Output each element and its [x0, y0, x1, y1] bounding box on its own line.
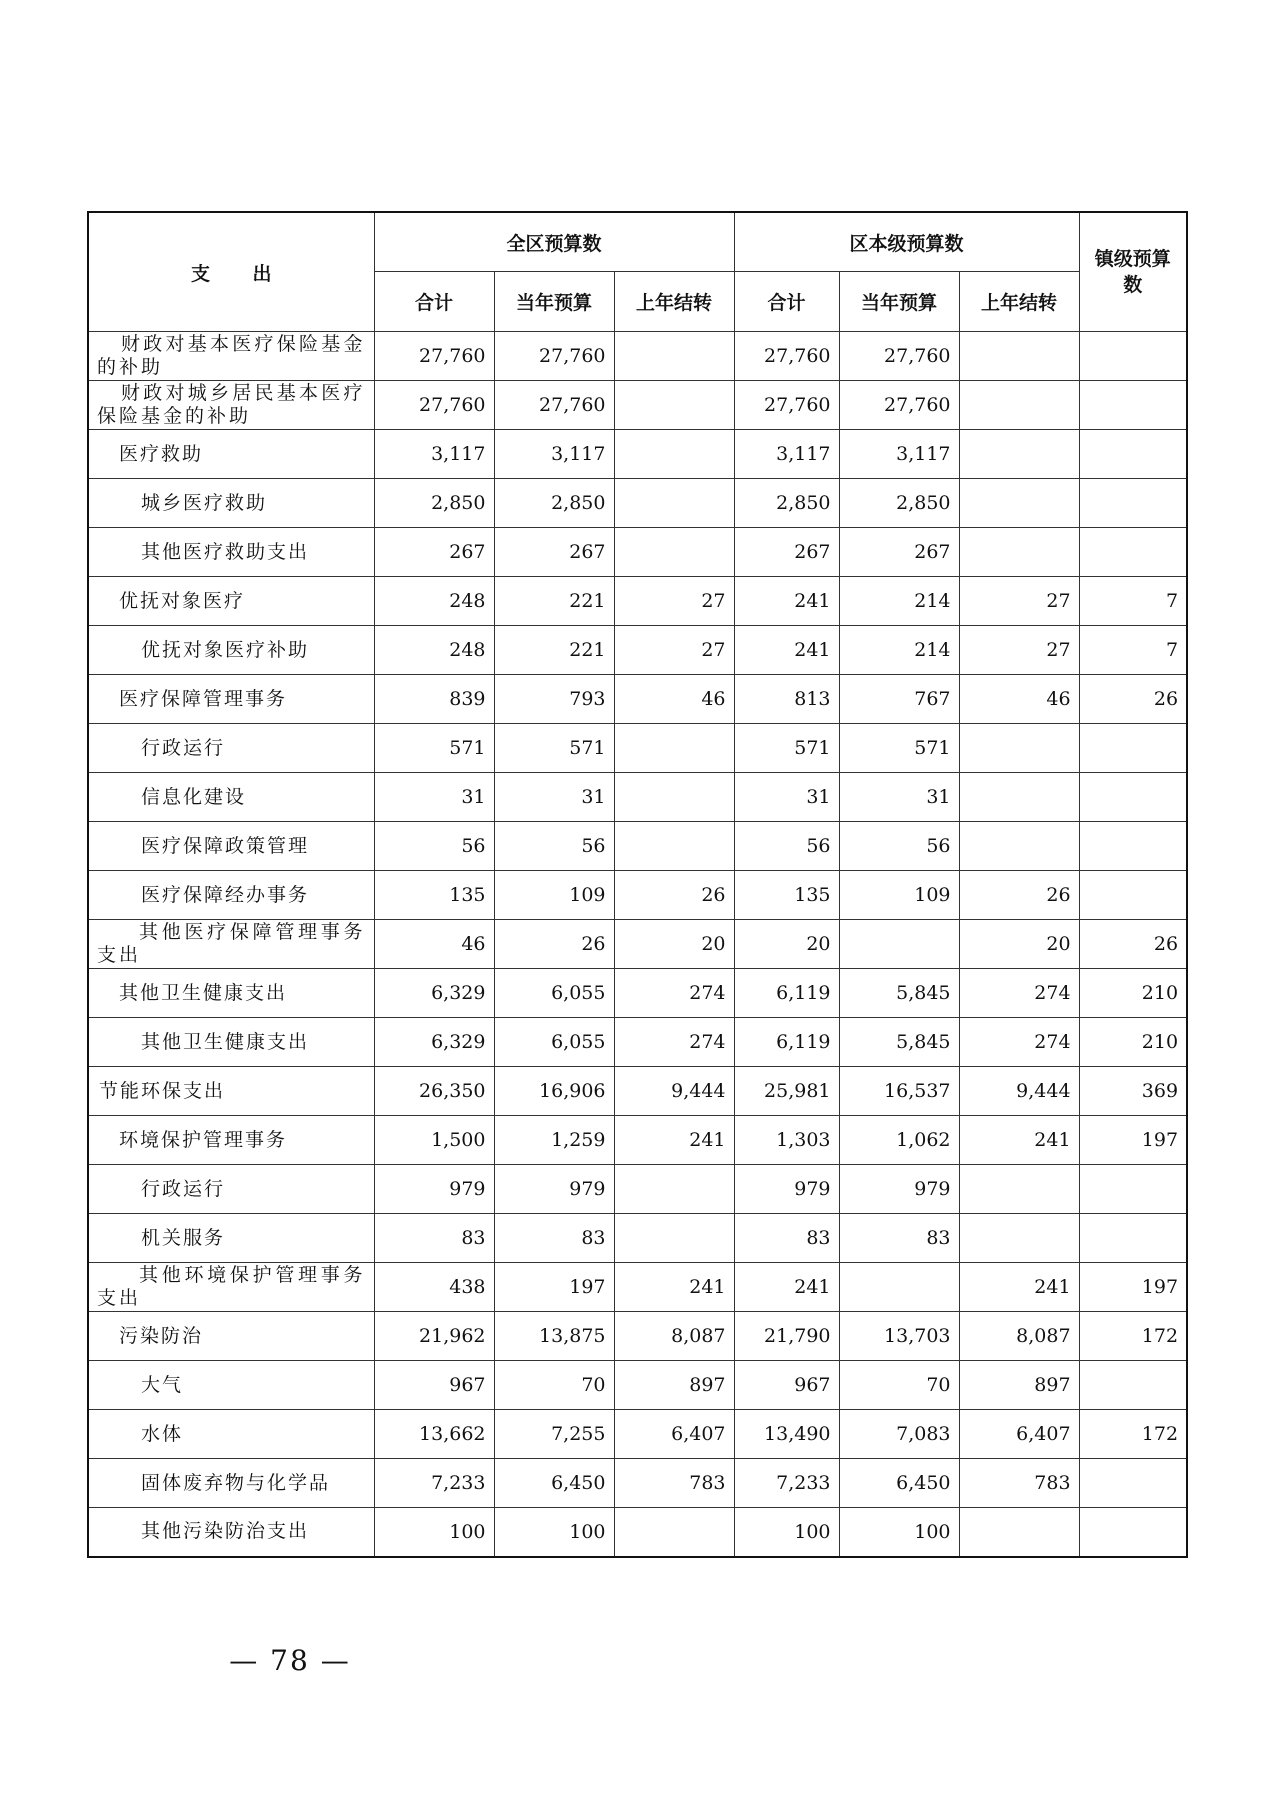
cell-district-current-year: 100 [494, 1508, 614, 1557]
cell-town-level: 26 [1079, 920, 1187, 969]
row-item-name [88, 430, 374, 479]
cell-district-level-total: 31 [734, 773, 839, 822]
cell-district-total: 438 [374, 1263, 494, 1312]
cell-district-level-carryover [959, 724, 1079, 773]
row-item-label: 医疗保障管理事务 [119, 687, 288, 710]
cell-district-level-current-year: 83 [839, 1214, 959, 1263]
cell-town-level [1079, 332, 1187, 381]
cell-district-carryover [614, 430, 734, 479]
cell-district-level-carryover: 26 [959, 871, 1079, 920]
cell-district-current-year: 109 [494, 871, 614, 920]
row-item-name [88, 1263, 374, 1312]
row-item-name [88, 479, 374, 528]
cell-district-level-carryover: 897 [959, 1361, 1079, 1410]
cell-town-level: 7 [1079, 626, 1187, 675]
row-item-label: 医疗救助 [119, 442, 204, 465]
page-number: — 78 — [229, 1644, 351, 1677]
row-item-label: 污染防治 [119, 1324, 204, 1347]
cell-district-level-total: 241 [734, 577, 839, 626]
cell-district-total: 13,662 [374, 1410, 494, 1459]
row-item-name [88, 969, 374, 1018]
cell-district-current-year: 27,760 [494, 381, 614, 430]
cell-district-carryover: 9,444 [614, 1067, 734, 1116]
cell-district-total: 2,850 [374, 479, 494, 528]
row-item-label: 大气 [141, 1373, 184, 1396]
cell-district-level-current-year: 5,845 [839, 1018, 959, 1067]
cell-district-level-current-year: 571 [839, 724, 959, 773]
cell-district-level-total: 56 [734, 822, 839, 871]
cell-district-carryover: 8,087 [614, 1312, 734, 1361]
cell-district-current-year: 6,055 [494, 969, 614, 1018]
cell-district-carryover [614, 528, 734, 577]
cell-district-current-year: 2,850 [494, 479, 614, 528]
cell-district-total: 839 [374, 675, 494, 724]
row-item-name [88, 528, 374, 577]
cell-town-level [1079, 1214, 1187, 1263]
table-row [88, 528, 1187, 577]
cell-district-carryover [614, 724, 734, 773]
cell-town-level [1079, 1165, 1187, 1214]
cell-district-carryover [614, 332, 734, 381]
cell-district-current-year: 267 [494, 528, 614, 577]
cell-district-level-carryover: 8,087 [959, 1312, 1079, 1361]
table-row [88, 675, 1187, 724]
row-item-label: 其他卫生健康支出 [141, 1030, 310, 1053]
row-item-label: 医疗保障经办事务 [141, 883, 310, 906]
cell-town-level [1079, 1508, 1187, 1557]
table-row [88, 1361, 1187, 1410]
cell-district-carryover [614, 1165, 734, 1214]
header-expenditure: 支 出 [88, 212, 374, 332]
cell-town-level [1079, 871, 1187, 920]
cell-district-level-total: 241 [734, 626, 839, 675]
cell-district-current-year: 979 [494, 1165, 614, 1214]
cell-district-current-year: 6,450 [494, 1459, 614, 1508]
cell-district-current-year: 16,906 [494, 1067, 614, 1116]
table-row [88, 1410, 1187, 1459]
row-item-label: 其他医疗救助支出 [141, 540, 310, 563]
cell-district-level-carryover [959, 479, 1079, 528]
cell-district-total: 26,350 [374, 1067, 494, 1116]
cell-district-level-current-year [839, 1263, 959, 1312]
cell-district-carryover: 46 [614, 675, 734, 724]
cell-district-level-carryover: 27 [959, 626, 1079, 675]
cell-district-current-year: 13,875 [494, 1312, 614, 1361]
cell-district-level-current-year: 27,760 [839, 332, 959, 381]
cell-district-total: 21,962 [374, 1312, 494, 1361]
row-item-name [88, 1116, 374, 1165]
cell-district-carryover: 241 [614, 1263, 734, 1312]
row-item-name [88, 381, 374, 430]
row-item-label: 优抚对象医疗 [119, 589, 246, 612]
cell-district-level-current-year: 1,062 [839, 1116, 959, 1165]
cell-district-total: 7,233 [374, 1459, 494, 1508]
row-item-label: 优抚对象医疗补助 [141, 638, 310, 661]
cell-district-carryover: 20 [614, 920, 734, 969]
cell-district-current-year: 27,760 [494, 332, 614, 381]
cell-district-level-total: 571 [734, 724, 839, 773]
header-district-level-budget: 区本级预算数 [734, 212, 1079, 272]
cell-district-total: 6,329 [374, 969, 494, 1018]
header-current-year: 当年预算 [494, 272, 614, 332]
cell-district-level-total: 25,981 [734, 1067, 839, 1116]
table-row [88, 1214, 1187, 1263]
table-row [88, 822, 1187, 871]
cell-town-level: 197 [1079, 1263, 1187, 1312]
row-item-name [88, 1312, 374, 1361]
header-total: 合计 [734, 272, 839, 332]
cell-district-current-year: 7,255 [494, 1410, 614, 1459]
cell-district-level-total: 6,119 [734, 969, 839, 1018]
cell-district-level-total: 20 [734, 920, 839, 969]
row-item-label: 财政对城乡居民基本医疗保险基金的补助 [97, 382, 366, 427]
cell-district-level-current-year: 100 [839, 1508, 959, 1557]
cell-town-level: 26 [1079, 675, 1187, 724]
row-item-label: 节能环保支出 [99, 1079, 226, 1102]
row-item-label: 财政对基本医疗保险基金的补助 [97, 333, 366, 378]
cell-district-level-total: 241 [734, 1263, 839, 1312]
cell-district-level-carryover [959, 1508, 1079, 1557]
cell-town-level [1079, 1459, 1187, 1508]
cell-district-total: 83 [374, 1214, 494, 1263]
table-row [88, 1165, 1187, 1214]
cell-district-level-total: 7,233 [734, 1459, 839, 1508]
cell-district-current-year: 197 [494, 1263, 614, 1312]
cell-town-level: 210 [1079, 969, 1187, 1018]
cell-district-total: 967 [374, 1361, 494, 1410]
cell-town-level [1079, 724, 1187, 773]
cell-district-carryover: 783 [614, 1459, 734, 1508]
cell-district-level-current-year: 56 [839, 822, 959, 871]
row-item-name [88, 822, 374, 871]
cell-district-level-total: 979 [734, 1165, 839, 1214]
row-item-name [88, 675, 374, 724]
row-item-label: 其他卫生健康支出 [119, 981, 288, 1004]
cell-town-level [1079, 381, 1187, 430]
row-item-label: 其他医疗保障管理事务支出 [97, 921, 366, 966]
cell-district-carryover: 6,407 [614, 1410, 734, 1459]
cell-district-total: 46 [374, 920, 494, 969]
cell-district-total: 31 [374, 773, 494, 822]
cell-district-carryover: 241 [614, 1116, 734, 1165]
row-item-name [88, 1459, 374, 1508]
cell-district-total: 135 [374, 871, 494, 920]
row-item-label: 城乡医疗救助 [141, 491, 268, 514]
cell-district-level-carryover: 46 [959, 675, 1079, 724]
cell-district-total: 571 [374, 724, 494, 773]
cell-district-level-total: 27,760 [734, 332, 839, 381]
cell-town-level [1079, 773, 1187, 822]
cell-town-level: 369 [1079, 1067, 1187, 1116]
cell-district-level-total: 83 [734, 1214, 839, 1263]
table-row [88, 332, 1187, 381]
header-carryover: 上年结转 [614, 272, 734, 332]
table-header [88, 212, 1187, 332]
cell-district-level-total: 2,850 [734, 479, 839, 528]
table-row [88, 920, 1187, 969]
cell-district-total: 3,117 [374, 430, 494, 479]
cell-district-total: 248 [374, 626, 494, 675]
cell-district-carryover [614, 1214, 734, 1263]
cell-district-carryover [614, 1508, 734, 1557]
cell-district-level-current-year: 3,117 [839, 430, 959, 479]
cell-district-carryover: 897 [614, 1361, 734, 1410]
cell-town-level: 197 [1079, 1116, 1187, 1165]
row-item-name [88, 871, 374, 920]
cell-district-carryover: 274 [614, 969, 734, 1018]
header-carryover: 上年结转 [959, 272, 1079, 332]
table-row [88, 1018, 1187, 1067]
row-item-label: 水体 [141, 1422, 184, 1445]
header-district-budget: 全区预算数 [374, 212, 734, 272]
cell-district-level-total: 6,119 [734, 1018, 839, 1067]
row-item-label: 其他污染防治支出 [141, 1520, 310, 1543]
cell-district-level-carryover [959, 528, 1079, 577]
row-item-name [88, 1067, 374, 1116]
cell-district-level-carryover [959, 773, 1079, 822]
cell-district-carryover [614, 822, 734, 871]
cell-district-level-total: 13,490 [734, 1410, 839, 1459]
header-current-year: 当年预算 [839, 272, 959, 332]
cell-town-level [1079, 430, 1187, 479]
row-item-name [88, 773, 374, 822]
cell-district-level-current-year: 7,083 [839, 1410, 959, 1459]
cell-town-level [1079, 822, 1187, 871]
cell-town-level [1079, 528, 1187, 577]
cell-district-level-total: 813 [734, 675, 839, 724]
table-row [88, 773, 1187, 822]
table-row [88, 969, 1187, 1018]
row-item-name [88, 724, 374, 773]
table-row [88, 381, 1187, 430]
row-item-name [88, 1018, 374, 1067]
table-row [88, 577, 1187, 626]
cell-district-carryover [614, 773, 734, 822]
cell-district-total: 6,329 [374, 1018, 494, 1067]
cell-district-level-carryover: 20 [959, 920, 1079, 969]
cell-district-current-year: 793 [494, 675, 614, 724]
cell-district-current-year: 83 [494, 1214, 614, 1263]
row-item-label: 其他环境保护管理事务支出 [97, 1264, 366, 1309]
cell-district-level-carryover: 783 [959, 1459, 1079, 1508]
table-row [88, 1459, 1187, 1508]
table-row [88, 871, 1187, 920]
table-row [88, 1312, 1187, 1361]
cell-district-level-total: 1,303 [734, 1116, 839, 1165]
cell-district-carryover [614, 479, 734, 528]
budget-table [87, 211, 1188, 1558]
cell-town-level [1079, 1361, 1187, 1410]
cell-district-total: 56 [374, 822, 494, 871]
cell-district-current-year: 26 [494, 920, 614, 969]
cell-district-level-current-year: 979 [839, 1165, 959, 1214]
cell-district-level-carryover [959, 332, 1079, 381]
cell-town-level: 172 [1079, 1410, 1187, 1459]
row-item-name [88, 1214, 374, 1263]
cell-district-current-year: 221 [494, 626, 614, 675]
cell-district-total: 267 [374, 528, 494, 577]
row-item-name [88, 1361, 374, 1410]
row-item-label: 环境保护管理事务 [119, 1128, 288, 1151]
cell-district-total: 1,500 [374, 1116, 494, 1165]
cell-district-level-current-year: 16,537 [839, 1067, 959, 1116]
cell-district-current-year: 571 [494, 724, 614, 773]
row-item-name [88, 1508, 374, 1557]
cell-district-level-carryover: 274 [959, 1018, 1079, 1067]
cell-district-current-year: 31 [494, 773, 614, 822]
table-row [88, 1263, 1187, 1312]
cell-town-level [1079, 479, 1187, 528]
cell-district-carryover: 27 [614, 626, 734, 675]
cell-district-total: 100 [374, 1508, 494, 1557]
cell-district-level-carryover [959, 1214, 1079, 1263]
table-row [88, 626, 1187, 675]
cell-district-current-year: 70 [494, 1361, 614, 1410]
row-item-name [88, 1410, 374, 1459]
cell-district-current-year: 221 [494, 577, 614, 626]
cell-district-total: 979 [374, 1165, 494, 1214]
cell-town-level: 210 [1079, 1018, 1187, 1067]
cell-district-level-current-year: 2,850 [839, 479, 959, 528]
cell-district-carryover: 27 [614, 577, 734, 626]
cell-district-current-year: 6,055 [494, 1018, 614, 1067]
cell-district-level-current-year: 6,450 [839, 1459, 959, 1508]
cell-district-level-total: 21,790 [734, 1312, 839, 1361]
cell-district-level-total: 135 [734, 871, 839, 920]
cell-district-level-total: 27,760 [734, 381, 839, 430]
row-item-label: 行政运行 [141, 1177, 226, 1200]
row-item-label: 信息化建设 [141, 785, 247, 808]
cell-district-level-current-year: 31 [839, 773, 959, 822]
row-item-name [88, 1165, 374, 1214]
row-item-label: 医疗保障政策管理 [141, 834, 310, 857]
cell-district-level-current-year: 13,703 [839, 1312, 959, 1361]
table-row [88, 1067, 1187, 1116]
cell-district-current-year: 56 [494, 822, 614, 871]
cell-district-level-current-year: 70 [839, 1361, 959, 1410]
cell-district-level-carryover [959, 430, 1079, 479]
cell-district-total: 248 [374, 577, 494, 626]
cell-district-level-carryover: 6,407 [959, 1410, 1079, 1459]
cell-district-level-current-year: 267 [839, 528, 959, 577]
cell-district-level-total: 967 [734, 1361, 839, 1410]
table-row [88, 724, 1187, 773]
header-total: 合计 [374, 272, 494, 332]
cell-district-carryover [614, 381, 734, 430]
cell-district-level-carryover: 241 [959, 1116, 1079, 1165]
cell-district-level-total: 267 [734, 528, 839, 577]
row-item-label: 固体废弃物与化学品 [141, 1471, 331, 1494]
table-row [88, 479, 1187, 528]
cell-district-level-current-year: 109 [839, 871, 959, 920]
cell-district-level-carryover: 9,444 [959, 1067, 1079, 1116]
row-item-name [88, 920, 374, 969]
cell-district-level-current-year: 767 [839, 675, 959, 724]
cell-district-level-carryover: 274 [959, 969, 1079, 1018]
row-item-name [88, 577, 374, 626]
cell-district-current-year: 3,117 [494, 430, 614, 479]
cell-district-level-current-year [839, 920, 959, 969]
row-item-name [88, 626, 374, 675]
cell-district-level-carryover: 241 [959, 1263, 1079, 1312]
cell-district-level-current-year: 214 [839, 577, 959, 626]
cell-district-level-total: 100 [734, 1508, 839, 1557]
cell-district-total: 27,760 [374, 381, 494, 430]
cell-district-level-carryover: 27 [959, 577, 1079, 626]
cell-district-level-carryover [959, 381, 1079, 430]
cell-district-current-year: 1,259 [494, 1116, 614, 1165]
cell-district-level-carryover [959, 822, 1079, 871]
cell-district-level-current-year: 5,845 [839, 969, 959, 1018]
cell-town-level: 7 [1079, 577, 1187, 626]
header-town-level-budget: 镇级预算数 [1079, 212, 1187, 332]
cell-district-level-current-year: 27,760 [839, 381, 959, 430]
row-item-name [88, 332, 374, 381]
row-item-label: 机关服务 [141, 1226, 226, 1249]
cell-district-level-total: 3,117 [734, 430, 839, 479]
table-row [88, 1508, 1187, 1557]
cell-district-carryover: 26 [614, 871, 734, 920]
row-item-label: 行政运行 [141, 736, 226, 759]
cell-town-level: 172 [1079, 1312, 1187, 1361]
cell-district-level-current-year: 214 [839, 626, 959, 675]
table-row [88, 1116, 1187, 1165]
cell-district-carryover: 274 [614, 1018, 734, 1067]
table-row [88, 430, 1187, 479]
table-body [88, 332, 1187, 1557]
cell-district-level-carryover [959, 1165, 1079, 1214]
cell-district-total: 27,760 [374, 332, 494, 381]
